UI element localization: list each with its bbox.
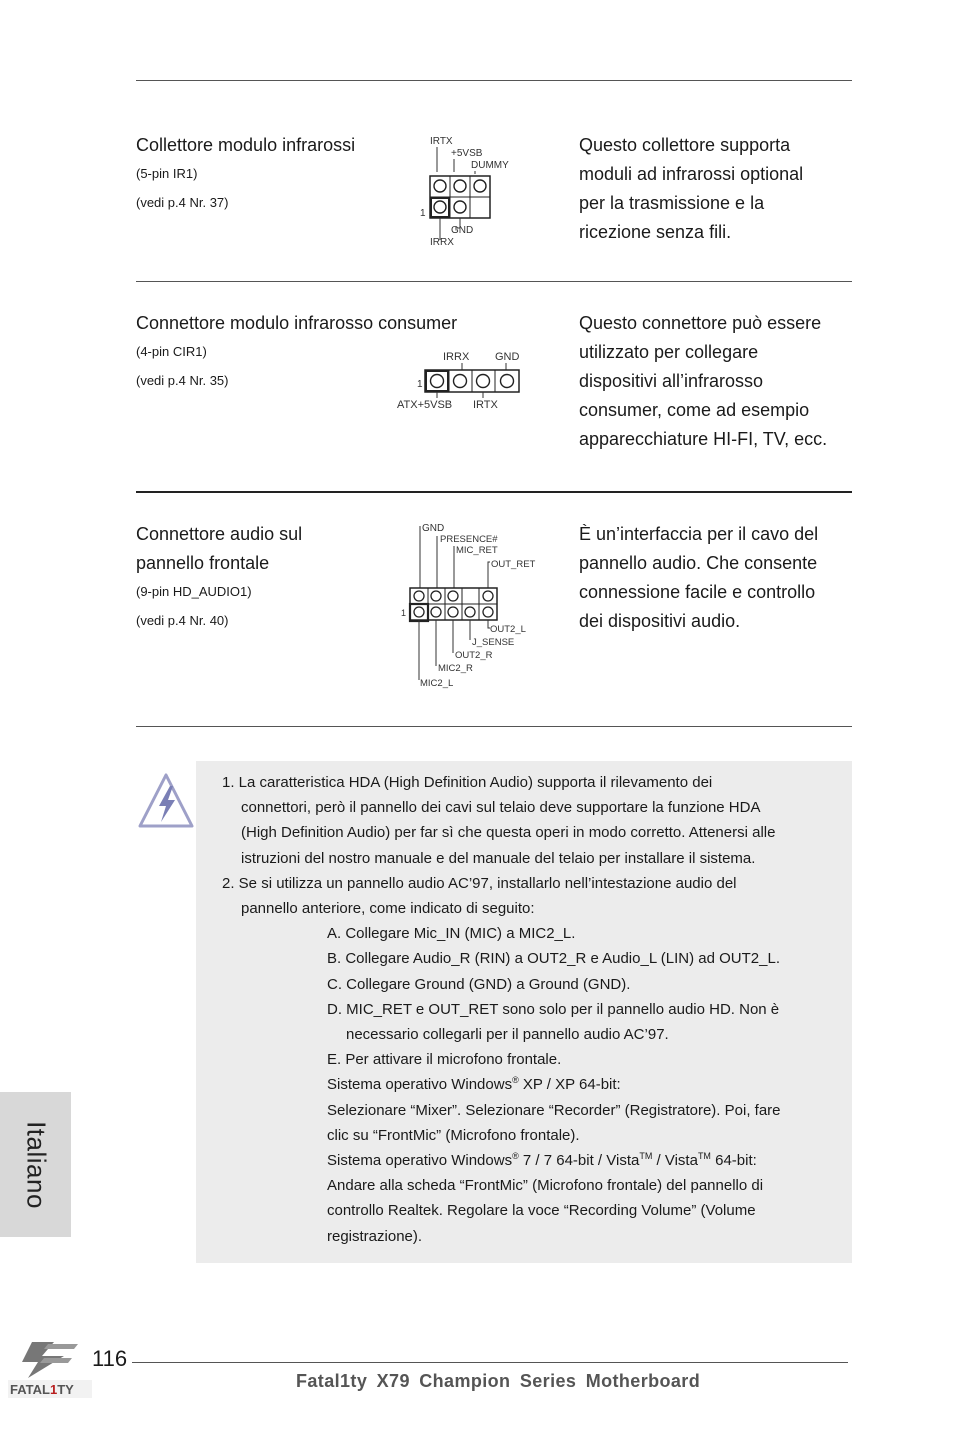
cir1-label-gnd: GND xyxy=(495,351,520,363)
note-text: 64-bit: xyxy=(710,1152,757,1169)
footer-divider xyxy=(132,1362,848,1363)
section2-desc-line: utilizzato per collegare xyxy=(579,342,759,362)
audio-label-out2l: OUT2_L xyxy=(490,624,526,635)
note-line: necessario collegarli per il pannello audio AC’97. xyxy=(346,1026,669,1043)
section2-description xyxy=(579,309,859,454)
note-line: A. Collegare Mic_IN (MIC) a MIC2_L. xyxy=(327,925,576,943)
cir1-pin-diagram xyxy=(395,345,530,415)
note-line: B. Collegare Audio_R (RIN) a OUT2_R e Audio_L (LIN) ad OUT2_L. xyxy=(327,950,780,968)
note-line xyxy=(327,1148,757,1173)
section3-pin: (9-pin HD_AUDIO1) xyxy=(136,584,252,599)
note-line xyxy=(327,1123,580,1148)
ir1-label-5vsb: +5VSB xyxy=(451,148,483,159)
note-line: D. MIC_RET e OUT_RET sono solo per il pannello audio HD. Non è xyxy=(327,1000,780,1018)
section1-desc-line: per la trasmissione e la xyxy=(579,193,765,213)
section3-title-line1: Connettore audio sul xyxy=(136,524,303,544)
note-line xyxy=(327,1198,756,1223)
warning-lightning-icon xyxy=(137,772,195,830)
note-line: connettori, però il pannello dei cavi sul telaio deve supportare la funzione HDA xyxy=(241,799,761,817)
section3-description xyxy=(579,520,859,636)
section3-desc-line: È un’interfaccia per il cavo del xyxy=(579,524,819,544)
note-line xyxy=(327,1224,422,1249)
note-text: Andare alla scheda “FrontMic” (Microfono frontale) del pannello di xyxy=(327,1177,764,1195)
note-line xyxy=(327,1173,763,1198)
note-line: 1. La caratteristica HDA (High Definition Audio) supporta il rilevamento dei xyxy=(222,774,713,791)
section3-desc-line: pannello audio. Che consente xyxy=(579,553,818,573)
section3-desc-line: connessione facile e controllo xyxy=(579,582,816,602)
section2-desc-line: consumer, come ad esempio xyxy=(579,400,810,420)
note-line: 2. Se si utilizza un pannello audio AC’97, installarlo nell’intestazione audio del xyxy=(222,874,737,892)
audio-label-outret: OUT_RET xyxy=(491,559,536,570)
logo-text: FATAL1TY xyxy=(10,1382,74,1397)
note-text: registrazione). xyxy=(327,1227,423,1245)
note-line: istruzioni del nostro manuale e del manuale del telaio per installare il sistema. xyxy=(241,849,756,867)
note-text: Sistema operativo Windows xyxy=(327,1076,513,1094)
section-divider xyxy=(136,281,852,282)
audio-label-mic2r: MIC2_R xyxy=(438,663,473,674)
section2-desc-line: dispositivi all’infrarosso xyxy=(579,371,764,391)
section2-desc-line: Questo connettore può essere xyxy=(579,313,822,333)
audio-label-mic2l: MIC2_L xyxy=(420,678,454,689)
note-text: XP / XP 64-bit: xyxy=(518,1076,621,1094)
cir1-label-pin1: 1 xyxy=(417,379,423,390)
section2-desc-line: apparecchiature HI-FI, TV, ecc. xyxy=(579,429,828,449)
section3-ref: (vedi p.4 Nr. 40) xyxy=(136,613,229,628)
section1-ref: (vedi p.4 Nr. 37) xyxy=(136,195,229,210)
ir1-pin-diagram xyxy=(415,132,525,250)
section3-title-line2: pannello frontale xyxy=(136,553,270,573)
ir1-label-pin1: 1 xyxy=(420,208,426,219)
section1-title: Collettore modulo infrarossi xyxy=(136,135,356,155)
note-line: pannello anteriore, come indicato di seguito: xyxy=(241,900,535,917)
ir1-label-irtx: IRTX xyxy=(430,136,453,147)
section-divider xyxy=(136,491,852,493)
audio-label-presence: PRESENCE# xyxy=(440,534,498,545)
section1-description xyxy=(579,131,859,247)
note-text: / Vista xyxy=(652,1152,698,1169)
note-line: (High Definition Audio) per far sì che questa operi in modo corretto. Attenersi alle xyxy=(241,824,776,842)
note-line xyxy=(327,1072,621,1097)
note-superscript: ® xyxy=(512,1075,519,1086)
note-text: Selezionare “Mixer”. Selezionare “Recorder” (Registratore). Poi, fare xyxy=(327,1101,781,1119)
note-text: clic su “FrontMic” (Microfono frontale). xyxy=(327,1126,580,1144)
note-line: C. Collegare Ground (GND) a Ground (GND). xyxy=(327,975,631,993)
note-superscript: TM xyxy=(697,1151,711,1161)
note-superscript: TM xyxy=(639,1151,653,1161)
ir1-label-irrx: IRRX xyxy=(430,237,454,248)
side-tab-label: Italiano xyxy=(21,1120,51,1209)
section1-desc-line: ricezione senza fili. xyxy=(579,222,732,242)
cir1-label-atx5vsb: ATX+5VSB xyxy=(397,399,453,411)
section1-desc-line: Questo collettore supporta xyxy=(579,135,791,155)
section1-desc-line: moduli ad infrarossi optional xyxy=(579,164,804,184)
note-line: E. Per attivare il microfono frontale. xyxy=(327,1051,562,1069)
note-text: controllo Realtek. Regolare la voce “Recording Volume” (Volume xyxy=(327,1202,756,1220)
audio-label-micret: MIC_RET xyxy=(456,545,498,556)
section3-desc-line: dei dispositivi audio. xyxy=(579,611,741,631)
top-divider xyxy=(136,80,852,81)
ir1-label-gnd: GND xyxy=(451,225,474,236)
audio-label-out2r: OUT2_R xyxy=(455,650,493,661)
fatal1ty-logo xyxy=(8,1338,92,1400)
footer-title: Fatal1ty X79 Champion Series Motherboard xyxy=(296,1371,701,1391)
audio-label-gnd: GND xyxy=(422,523,445,534)
section2-title: Connettore modulo infrarosso consumer xyxy=(136,313,458,333)
cir1-label-irrx: IRRX xyxy=(443,351,470,363)
section2-pin: (4-pin CIR1) xyxy=(136,344,207,359)
note-text: Sistema operativo Windows xyxy=(327,1152,513,1169)
section1-pin: (5-pin IR1) xyxy=(136,166,198,181)
audio-label-pin1: 1 xyxy=(401,608,407,618)
language-side-tab xyxy=(0,1092,71,1237)
page-number: 116 xyxy=(92,1346,128,1371)
note-text: 7 / 7 64-bit / Vista xyxy=(518,1152,640,1169)
note-superscript: ® xyxy=(512,1151,519,1161)
hd-audio-pin-diagram xyxy=(398,518,548,693)
note-line xyxy=(327,1098,781,1123)
cir1-label-irtx: IRTX xyxy=(473,399,498,411)
section-divider xyxy=(136,726,852,727)
ir1-label-dummy: DUMMY xyxy=(471,160,509,171)
audio-label-jsense: J_SENSE xyxy=(472,637,515,648)
section2-ref: (vedi p.4 Nr. 35) xyxy=(136,373,229,388)
